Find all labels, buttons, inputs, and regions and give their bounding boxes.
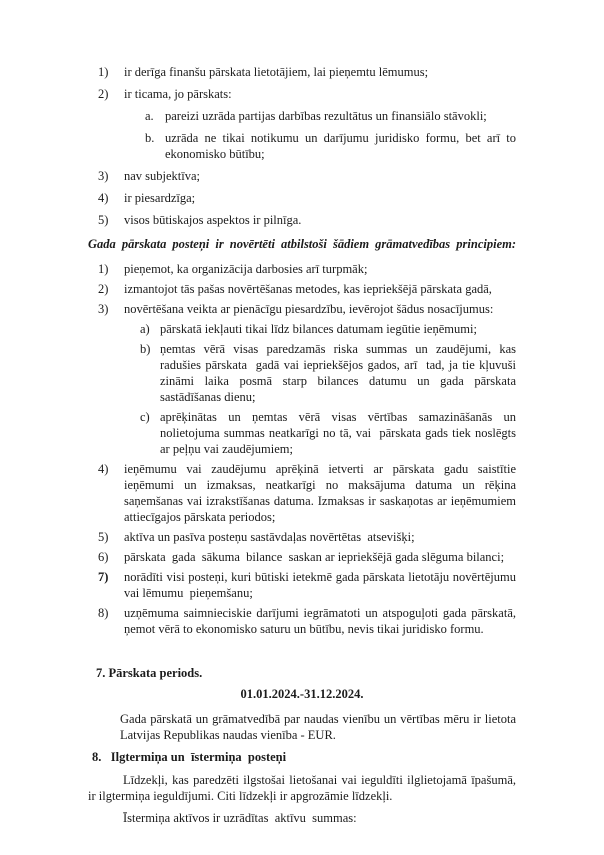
list-marker: 4) [98,462,109,476]
list-marker: b. [145,131,155,145]
list-item-text: ir derīga finanšu pārskata lietotājiem, lai pieņemtu lēmumus; [124,65,429,79]
list-marker: 4) [98,191,109,205]
list-marker: c) [140,410,150,424]
list-item-text: novērtēšana veikta ar pienācīgu piesardzību, ievērojot šādus nosacījumus: [124,302,494,316]
list-item-text: ir piesardzīga; [124,191,196,205]
list-item [88,86,516,102]
accounting-principles-list [88,261,523,637]
list-item-text: norādīti visi posteņi, kuri būtiski ietekmē gada pārskata lietotāju novērtējumu vai lēmumu pieņemšanu; [124,570,520,600]
list-item [88,569,520,601]
list-item [88,605,520,637]
list-item-text: pareizi uzrāda partijas darbības rezultātus un finansiālo stāvokli; [165,109,487,123]
list-item-text: pārskatā iekļauti tikai līdz bilances datumam iegūtie ieņēmumi; [160,322,477,336]
list-item-text: uzņēmuma saimnieciskie darījumi iegrāmatoti un atspoguļoti gada pārskatā, ņemot vērā to ekonomisko saturu un būtību, nevis tikai juridisko formu. [124,606,520,636]
list-item [88,281,516,297]
list-sub-item [88,130,520,162]
list-item [88,212,516,228]
list-marker: 5) [98,213,109,227]
report-quality-list [88,64,520,228]
list-marker: 3) [98,302,109,316]
list-marker: 1) [98,65,109,79]
list-item-text: ieņēmumu vai zaudējumu aprēķinā ietverti ar pārskata gadu saistītie ieņēmumi un izmaksas, neatkarīgi no maksājuma datuma un rēķina saņemšanas vai izrakstīšanas datuma. Izmaksas ir saskaņotas ar ieņēmumiem attiecīgajos pārskata periodos; [124,462,520,524]
list-item-text: izmantojot tās pašas novērtēšanas metodes, kas iepriekšējā pārskata gadā, [124,282,492,296]
short-term-assets-paragraph: Īstermiņa aktīvos ir uzrādītas aktīvu summas: [123,811,357,825]
list-item [88,301,516,317]
list-item [88,529,516,545]
list-sub-item [88,321,516,337]
list-item [88,261,516,277]
principles-heading: Gada pārskata posteņi ir novērtēti atbilstoši šādiem grāmatvedības principiem: [88,237,516,251]
list-item [88,168,516,184]
list-marker: 2) [98,87,109,101]
list-item-text: visos būtiskajos aspektos ir pilnīga. [124,213,302,227]
section-7-heading: 7. Pārskata periods. [96,666,203,680]
long-short-term-paragraph: Līdzekļi, kas paredzēti ilgstošai lietošanai vai ieguldīti ilglietojamā īpašumā, ir ilgtermiņa ieguldījumi. Citi līdzekļi ir apgrozāmie līdzekļi. [88,773,520,803]
section-8-heading: 8. Ilgtermiņa un īstermiņa posteņi [92,750,287,764]
list-item-text: uzrāda ne tikai notikumu un darījumu juridisko formu, bet arī to ekonomisko būtību; [165,131,520,161]
list-marker: 6) [98,550,109,564]
list-sub-item [88,409,520,457]
list-item [88,549,516,565]
list-item-text: aktīva un pasīva posteņu sastāvdaļas novērtētas atsevišķi; [124,530,415,544]
list-marker: a. [145,109,154,123]
list-marker: 3) [98,169,109,183]
list-item-text: nav subjektīva; [124,169,201,183]
list-item [88,64,516,80]
list-item-text: ir ticama, jo pārskats: [124,87,232,101]
list-marker: 1) [98,262,109,276]
list-marker: a) [140,322,150,336]
list-item [88,190,516,206]
list-item-text: aprēķinātas un ņemtas vērā visas vērtības samazināšanās un nolietojuma summas neatkarīgi no tā, vai pārskata gads tiek noslēgts ar peļņu vai zaudējumiem; [160,410,520,456]
list-sub-item [88,341,523,405]
list-marker: 5) [98,530,109,544]
list-item-text: ņemtas vērā visas paredzamās riska summas un zaudējumi, kas radušies pārskata gadā vai iepriekšējos gados, arī tad, ja tie kļuvuši zināmi laika posmā starp bilances datumu un gada pārskata sastādīšanas dienu; [160,342,523,404]
list-sub-item [88,108,516,124]
list-marker: 7) [98,570,109,584]
list-marker: 8) [98,606,109,620]
list-marker: 2) [98,282,109,296]
report-period-value: 01.01.2024.-31.12.2024. [240,687,364,701]
list-item-text: pieņemot, ka organizācija darbosies arī turpmāk; [124,262,368,276]
currency-paragraph: Gada pārskatā un grāmatvedībā par naudas vienību un vērtības mēru ir lietota Latvijas Republikas naudas vienība - EUR. [120,712,520,742]
list-item-text: pārskata gada sākuma bilance saskan ar iepriekšējā gada slēguma bilanci; [124,550,505,564]
list-marker: b) [140,342,151,356]
list-item [88,461,520,525]
